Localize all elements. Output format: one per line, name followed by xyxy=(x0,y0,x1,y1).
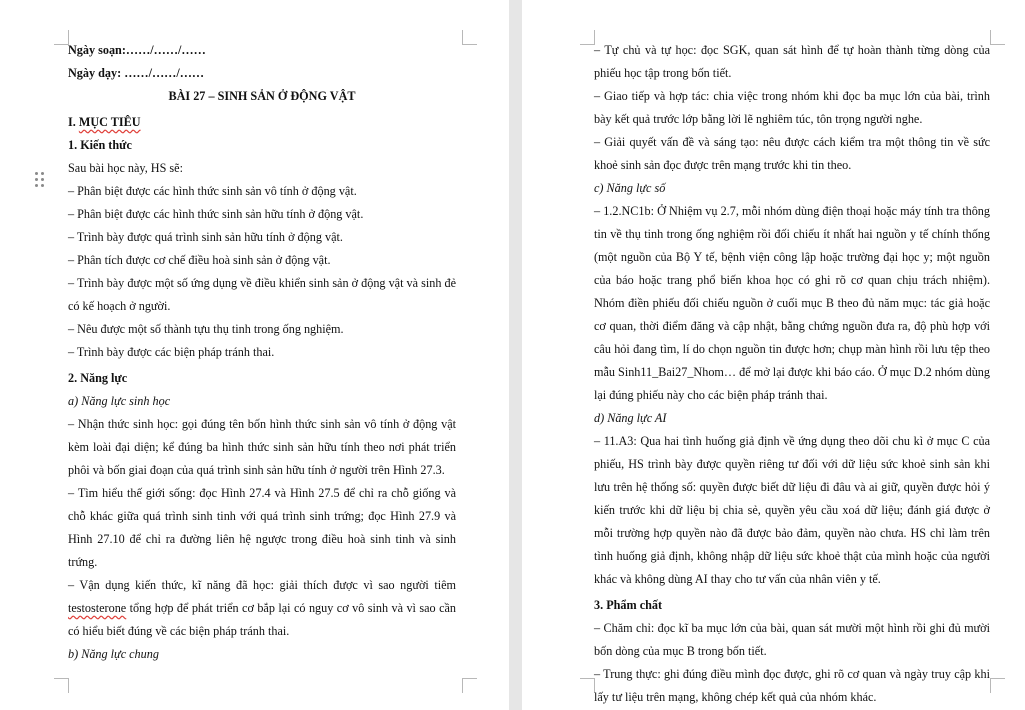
quality-heading: 3. Phẩm chất xyxy=(594,598,663,612)
apply-item-end: tổng hợp để phát triển cơ bắp lại có nguy cơ vô sinh và vì sao cần có hiểu biết đúng về các biện pháp tránh thai. xyxy=(68,601,456,638)
general-item: – Giao tiếp và hợp tác: chia việc trong nhóm khi đọc ba mục lớn của bài, trình bày kết quả trước lớp bằng lời lẽ nghiêm túc, tôn trọng người nghe. xyxy=(594,89,990,126)
knowledge-item: – Phân biệt được các hình thức sinh sản vô tính ở động vật. xyxy=(68,184,357,198)
date-taught: Ngày dạy: ……/……/…… xyxy=(68,66,205,80)
left-page-content[interactable] xyxy=(68,39,456,666)
crop-mark-top-left xyxy=(54,30,69,45)
crop-mark-top-right xyxy=(990,30,1005,45)
crop-mark-bottom-right xyxy=(462,678,477,693)
crop-mark-bottom-right xyxy=(990,678,1005,693)
section-prefix: I. xyxy=(68,115,79,129)
crop-mark-top-right xyxy=(462,30,477,45)
crop-mark-bottom-left xyxy=(580,678,595,693)
apply-item xyxy=(68,574,456,643)
section-heading-objectives xyxy=(68,111,456,134)
apply-item-start: – Vận dụng kiến thức, kĩ năng đã học: giải thích được vì sao người tiêm xyxy=(68,578,456,592)
knowledge-item: – Trình bày được quá trình sinh sản hữu tính ở động vật. xyxy=(68,230,343,244)
document-page-right[interactable] xyxy=(522,0,1025,710)
bio-competence-heading: a) Năng lực sinh học xyxy=(68,394,171,408)
crop-mark-bottom-left xyxy=(54,678,69,693)
document-page-left[interactable] xyxy=(0,0,509,710)
quality-item: – Trung thực: ghi đúng điều mình đọc được, ghi rõ cơ quan và ngày truy cập khi lấy tư liệu trên mạng, không chép kết quả của nhóm khác. xyxy=(594,667,990,704)
ai-competence-heading: d) Năng lực AI xyxy=(594,411,667,425)
knowledge-item: – Trình bày được một số ứng dụng về điều khiển sinh sản ở động vật và sinh đẻ có kế hoạch ở người. xyxy=(68,276,456,313)
knowledge-heading: 1. Kiến thức xyxy=(68,138,132,152)
competence-heading: 2. Năng lực xyxy=(68,371,128,385)
digital-item: – 1.2.NC1b: Ở Nhiệm vụ 2.7, mỗi nhóm dùng điện thoại hoặc máy tính tra thông tin về thụ tinh trong ống nghiệm rồi đối chiếu ít nhất hai nguồn y tế chính thống (một nguồn của Bộ Y tế, bệnh viện công lập hoặc trường đại học y; một nguồn của báo hoặc trang phổ biến khoa học có ghi rõ cơ quan chịu trách nhiệm). Nhóm điền phiếu đối chiếu nguồn ở cuối mục B theo đủ năm mục: tác giả hoặc cơ quan, thời điểm đăng và cập nhật, bằng chứng nguồn đưa ra, độ phù hợp với câu hỏi đang tìm, lí do chọn nguồn tin được hơn; chụp màn hình rồi lưu tệp theo mẫu Sinh11_Bai27_Nhom… để mở lại được khi báo cáo. Ở mục D.2 nhóm dùng lại đúng phiếu này cho các biện pháp tránh thai. xyxy=(594,204,990,402)
knowledge-item: – Phân tích được cơ chế điều hoà sinh sản ở động vật. xyxy=(68,253,331,267)
ai-item: – 11.A3: Qua hai tình huống giả định về ứng dụng theo dõi chu kì ở mục C của phiếu, HS trình bày được quyền riêng tư đối với dữ liệu sức khoẻ sinh sản khi lưu trên hệ thống số: quyền được biết dữ liệu đi đâu và ai giữ, quyền được hỏi ý kiến trước khi dữ liệu bị chia sẻ, quyền yêu cầu xoá dữ liệu; đánh giá được ở mỗi trường hợp quyền nào đã được bảo đảm, quyền nào chưa. HS chỉ làm trên tình huống giả định, không nhập dữ liệu sức khoẻ thật của mình hoặc của người khác và không dùng AI thay cho tư vấn của nhân viên y tế. xyxy=(594,434,990,586)
lesson-title: BÀI 27 – SINH SẢN Ở ĐỘNG VẬT xyxy=(168,89,356,103)
digital-competence-heading: c) Năng lực số xyxy=(594,181,666,195)
knowledge-item: – Trình bày được các biện pháp tránh thai. xyxy=(68,345,275,359)
knowledge-item: – Nêu được một số thành tựu thụ tinh trong ống nghiệm. xyxy=(68,322,344,336)
intro-text: Sau bài học này, HS sẽ: xyxy=(68,161,183,175)
bio-item: – Nhận thức sinh học: gọi đúng tên bốn hình thức sinh sản vô tính ở động vật kèm loài đại diện; kể đúng ba hình thức sinh sản hữu tính theo nơi phát triển phôi và bốn giai đoạn của quá trình sinh sản hữu tính ở người trên Hình 27.3. xyxy=(68,417,456,477)
right-page-content[interactable] xyxy=(594,39,990,709)
date-prepared: Ngày soạn:……/……/…… xyxy=(68,43,206,57)
knowledge-item: – Phân biệt được các hình thức sinh sản hữu tính ở động vật. xyxy=(68,207,364,221)
spellcheck-word: MỤC TIÊU xyxy=(78,115,141,129)
general-item: – Tự chủ và tự học: đọc SGK, quan sát hình để tự hoàn thành từng dòng của phiếu học tập trong bốn tiết. xyxy=(594,43,990,80)
general-item: – Giải quyết vấn đề và sáng tạo: nêu được cách kiểm tra một thông tin về sức khoẻ sinh sản đọc được trên mạng trước khi tin theo. xyxy=(594,135,990,172)
spellcheck-word: testosterone xyxy=(68,601,127,615)
bio-item: – Tìm hiểu thế giới sống: đọc Hình 27.4 và Hình 27.5 để chỉ ra chỗ giống và chỗ khác giữa quá trình sinh tinh với quá trình sinh trứng; đọc Hình 27.9 và Hình 27.10 để chỉ ra đường liên hệ ngược trong điều hoà sinh tinh và sinh trứng. xyxy=(68,486,456,569)
drag-handle-icon[interactable] xyxy=(35,172,45,188)
quality-item: – Chăm chỉ: đọc kĩ ba mục lớn của bài, quan sát mười một hình rồi ghi đủ mười bốn dòng của mục B trong bốn tiết. xyxy=(594,621,990,658)
crop-mark-top-left xyxy=(580,30,595,45)
general-competence-heading: b) Năng lực chung xyxy=(68,647,159,661)
